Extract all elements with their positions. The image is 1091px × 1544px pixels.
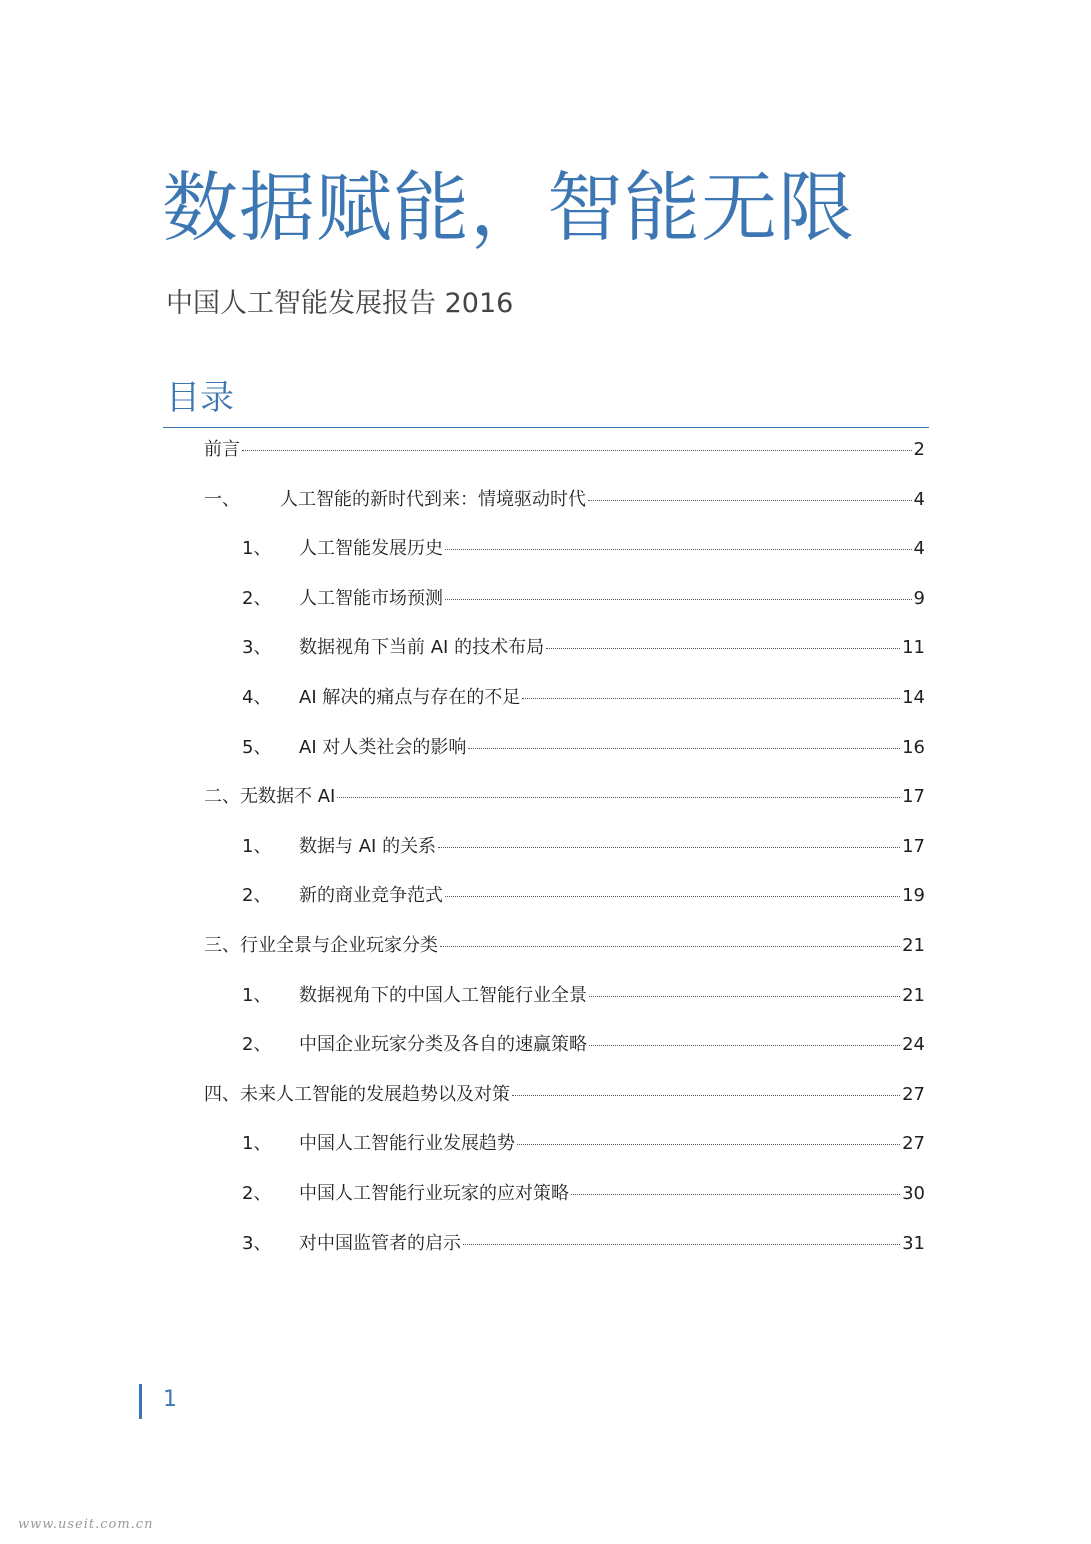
toc-entry[interactable] [242, 983, 925, 1009]
toc-entry[interactable] [242, 536, 925, 562]
toc-entry-title: 人工智能市场预测 [299, 588, 443, 609]
toc-dot-leader [440, 946, 900, 947]
toc-entry[interactable] [242, 635, 925, 661]
toc-entry[interactable] [242, 883, 925, 909]
toc-dot-leader [468, 748, 900, 749]
toc-dot-leader [242, 450, 912, 451]
toc-entry-page: 19 [902, 885, 925, 906]
toc-entry-page: 27 [902, 1084, 925, 1105]
toc-entry-number: 2、 [242, 885, 272, 906]
toc-entry-title: 对中国监管者的启示 [299, 1233, 461, 1254]
toc-entry-page: 30 [902, 1183, 925, 1204]
toc-entry-number: 3、 [242, 1233, 272, 1254]
toc-entry-page: 21 [902, 935, 925, 956]
toc-entry-title: AI 对人类社会的影响 [299, 737, 467, 758]
toc-entry-page: 17 [902, 786, 925, 807]
document-title: 数据赋能，智能无限 [162, 163, 855, 252]
toc-entry-title: 中国企业玩家分类及各自的速赢策略 [299, 1034, 587, 1055]
toc-entry-title: 二、无数据不 AI [204, 786, 336, 807]
toc-entry-number: 一、 [204, 489, 240, 510]
toc-entry-title: 人工智能发展历史 [299, 538, 443, 559]
footer-page-number: 1 [163, 1387, 177, 1412]
toc-entry-page: 16 [902, 737, 925, 758]
toc-entry-page: 27 [902, 1133, 925, 1154]
toc-entry-title: 前言 [204, 439, 240, 460]
toc-entry-number: 1、 [242, 836, 272, 857]
toc-entry-page: 2 [913, 439, 925, 460]
toc-entry[interactable] [242, 1181, 925, 1207]
toc-entry-page: 24 [902, 1034, 925, 1055]
toc-entry-page: 31 [902, 1233, 925, 1254]
toc-entry-title: 数据视角下的中国人工智能行业全景 [299, 985, 587, 1006]
toc-entry-page: 11 [902, 637, 925, 658]
toc-entry[interactable] [242, 1032, 925, 1058]
toc-entry-title: 中国人工智能行业发展趋势 [299, 1133, 515, 1154]
toc-entry-number: 1、 [242, 538, 272, 559]
toc-dot-leader [546, 648, 900, 649]
toc-entry[interactable] [242, 1231, 925, 1257]
toc-heading: 目录 [166, 378, 234, 418]
toc-entry[interactable] [204, 437, 925, 463]
toc-entry-title: AI 解决的痛点与存在的不足 [299, 687, 521, 708]
footer-accent-bar [139, 1384, 142, 1419]
toc-entry-number: 3、 [242, 637, 272, 658]
toc-entry-number: 4、 [242, 687, 272, 708]
toc-entry-title: 新的商业竞争范式 [299, 885, 443, 906]
toc-entry-page: 21 [902, 985, 925, 1006]
toc-entry[interactable] [242, 834, 925, 860]
toc-entry-page: 4 [913, 489, 925, 510]
toc-dot-leader [589, 1045, 900, 1046]
toc-entry-page: 14 [902, 687, 925, 708]
toc-dot-leader [337, 797, 900, 798]
toc-entry-number: 2、 [242, 588, 272, 609]
toc-dot-leader [571, 1194, 900, 1195]
document-subtitle: 中国人工智能发展报告 2016 [166, 288, 514, 319]
toc-dot-leader [445, 599, 912, 600]
toc-dot-leader [445, 896, 900, 897]
toc-dot-leader [438, 847, 900, 848]
toc-entry-title: 数据视角下当前 AI 的技术布局 [299, 637, 545, 658]
toc-entry-title: 人工智能的新时代到来：情境驱动时代 [280, 489, 586, 510]
toc-dot-leader [589, 996, 900, 997]
toc-entry-number: 5、 [242, 737, 272, 758]
toc-entry-title: 三、行业全景与企业玩家分类 [204, 935, 438, 956]
toc-entry-number: 2、 [242, 1183, 272, 1204]
toc-entry[interactable] [204, 487, 925, 513]
toc-dot-leader [588, 500, 912, 501]
toc-entry-page: 9 [913, 588, 925, 609]
toc-entry-number: 1、 [242, 985, 272, 1006]
toc-entry[interactable] [204, 933, 925, 959]
toc-entry[interactable] [204, 784, 925, 810]
toc-entry-page: 4 [913, 538, 925, 559]
toc-entry-page: 17 [902, 836, 925, 857]
toc-dot-leader [522, 698, 900, 699]
toc-entry[interactable] [242, 1131, 925, 1157]
toc-dot-leader [445, 549, 912, 550]
toc-entry[interactable] [242, 586, 925, 612]
toc-entry[interactable] [242, 735, 925, 761]
toc-entry-title: 四、未来人工智能的发展趋势以及对策 [204, 1084, 510, 1105]
toc-dot-leader [463, 1244, 900, 1245]
toc-entry-number: 1、 [242, 1133, 272, 1154]
toc-entry-title: 中国人工智能行业玩家的应对策略 [299, 1183, 569, 1204]
toc-entry-title: 数据与 AI 的关系 [299, 836, 437, 857]
toc-entry[interactable] [242, 685, 925, 711]
toc-entry-number: 2、 [242, 1034, 272, 1055]
watermark: www.useit.com.cn [18, 1517, 154, 1532]
toc-dot-leader [512, 1095, 900, 1096]
toc-entry[interactable] [204, 1082, 925, 1108]
toc-dot-leader [517, 1144, 900, 1145]
